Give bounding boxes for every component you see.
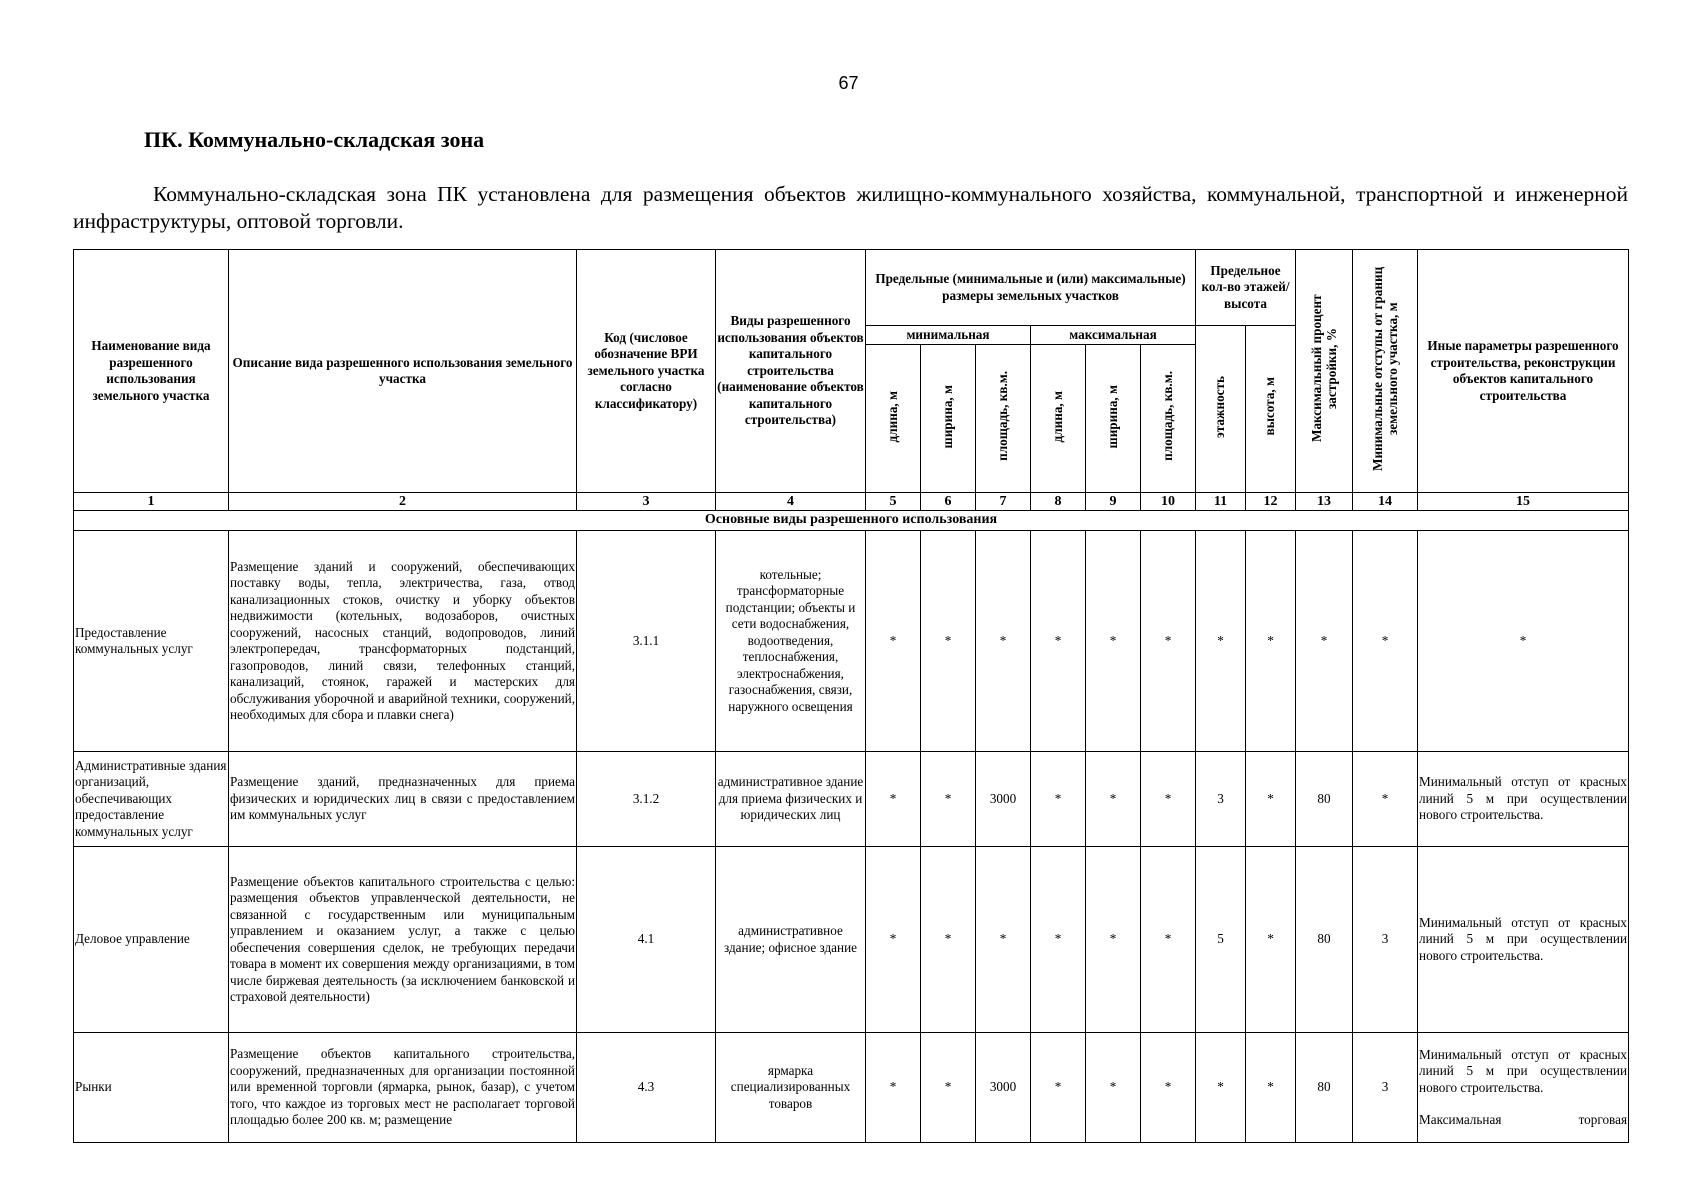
header-min-area: площадь, кв.м. [976,345,1031,493]
row-code: 3.1.2 [577,752,716,847]
header-description: Описание вида разрешенного использования земельного участка [229,250,577,493]
row-other [1418,1033,1629,1143]
row-value: * [1141,531,1196,752]
row-value: * [1246,1033,1296,1143]
header-min-width: ширина, м [921,345,976,493]
row-value: 80 [1296,847,1353,1033]
column-number: 13 [1296,493,1353,511]
row-description: Размещение объектов капитального строительства с целью: размещения объектов управленческой деятельности, не связанной с государственным или муниципальным управлением и оказанием услуг, а также с целью обеспечения совершения сделок, не требующих передачи товара в момент их совершения между организациями, в том числе биржевая деятельность (за исключением банковской и страховой деятельности) [229,847,577,1033]
row-value: * [921,531,976,752]
row-name: Рынки [74,1033,229,1143]
row-value: 3000 [976,1033,1031,1143]
row-value: * [866,531,921,752]
row-description: Размещение зданий, предназначенных для приема физических и юридических лиц в связи с предоставлением им коммунальных услуг [229,752,577,847]
column-number: 9 [1086,493,1141,511]
row-value: * [1031,752,1086,847]
row-name: Деловое управление [74,847,229,1033]
row-value: * [1086,752,1141,847]
page-number: 67 [838,73,859,93]
column-number: 10 [1141,493,1196,511]
row-name: Административные здания организаций, обеспечивающих предоставление коммунальных услуг [74,752,229,847]
row-name: Предоставление коммунальных услуг [74,531,229,752]
row-value: * [1086,1033,1141,1143]
row-value: 3 [1353,1033,1418,1143]
column-number: 11 [1196,493,1246,511]
header-max-length: длина, м [1031,345,1086,493]
row-value: * [1086,531,1141,752]
header-min-setback: Минимальные отступы от границ земельного участка, м [1353,250,1418,493]
header-minimal: минимальная [866,326,1031,345]
intro-paragraph: Коммунально-складская зона ПК установлена для размещения объектов жилищно-коммунального хозяйства, коммунальной, транспортной и инженерной инфраструктуры, оптовой торговли. [73,182,1628,233]
regulations-table [73,249,1629,1143]
column-number: 8 [1031,493,1086,511]
header-objects: Виды разрешенного использования объектов капитального строительства (наименование объектов капитального строительства) [716,250,866,493]
row-value: 3 [1196,752,1246,847]
row-value: * [1141,847,1196,1033]
column-number: 2 [229,493,577,511]
row-objects: ярмарка специализированных товаров [716,1033,866,1143]
row-value: * [1031,1033,1086,1143]
row-other-extra: Максимальная торговая [1419,1112,1628,1127]
header-floors: этажность [1196,326,1246,493]
header-code: Код (числовое обозначение ВРИ земельного участка согласно классификатору) [577,250,716,493]
table-row [74,752,1629,847]
row-value: * [976,531,1031,752]
row-other: Минимальный отступ от красных линий 5 м при осуществлении нового строительства. [1418,752,1629,847]
row-value: 80 [1296,1033,1353,1143]
row-value: * [921,1033,976,1143]
row-value: * [1246,752,1296,847]
row-other-text: Минимальный отступ от красных линий 5 м при осуществлении нового строительства. [1419,1046,1628,1095]
column-number: 14 [1353,493,1418,511]
row-value: * [1031,531,1086,752]
row-value: * [1086,847,1141,1033]
row-value: * [921,752,976,847]
column-number: 12 [1246,493,1296,511]
row-value: * [866,847,921,1033]
row-value: * [1246,847,1296,1033]
header-max-width: ширина, м [1086,345,1141,493]
header-maximal: максимальная [1031,326,1196,345]
row-other: * [1418,531,1629,752]
row-value: 5 [1196,847,1246,1033]
row-objects: административное здание; офисное здание [716,847,866,1033]
column-number: 1 [74,493,229,511]
row-value: * [1141,752,1196,847]
row-value: * [1031,847,1086,1033]
column-number: 6 [921,493,976,511]
table-row [74,847,1629,1033]
row-objects: административное здание для приема физических и юридических лиц [716,752,866,847]
row-code: 4.3 [577,1033,716,1143]
header-name: Наименование вида разрешенного использования земельного участка [74,250,229,493]
row-value: 3000 [976,752,1031,847]
row-code: 4.1 [577,847,716,1033]
row-value: * [1196,1033,1246,1143]
header-min-length: длина, м [866,345,921,493]
header-height: высота, м [1246,326,1296,493]
row-value: * [1353,752,1418,847]
table-row [74,531,1629,752]
column-number: 4 [716,493,866,511]
row-value: * [1353,531,1418,752]
row-description: Размещение зданий и сооружений, обеспечивающих поставку воды, тепла, электричества, газа, отвод канализационных стоков, очистку и уборку объектов недвижимости (котельных, водозаборов, очистных сооружений, насосных станций, водопроводов, линий электропередач, трансформаторных подстанций, газопроводов, линий связи, телефонных станций, канализаций, стоянок, гаражей и мастерских для обслуживания уборочной и аварийной техники, сооружений, необходимых для сбора и плавки снега) [229,531,577,752]
row-value: 3 [1353,847,1418,1033]
row-objects: котельные; трансформаторные подстанции; объекты и сети водоснабжения, водоотведения, теплоснабжения, электроснабжения, газоснабжения, связи, наружного освещения [716,531,866,752]
row-value: * [976,847,1031,1033]
row-value: * [866,752,921,847]
row-value: * [866,1033,921,1143]
row-value: * [1196,531,1246,752]
header-limits: Предельные (минимальные и (или) максимальные) размеры земельных участков [866,250,1196,326]
row-value: * [1141,1033,1196,1143]
zone-title: ПК. Коммунально-складская зона [144,127,485,152]
row-code: 3.1.1 [577,531,716,752]
row-value: * [921,847,976,1033]
section-row [74,511,1629,531]
column-number: 15 [1418,493,1629,511]
column-number: 7 [976,493,1031,511]
row-value: 80 [1296,752,1353,847]
row-value: * [1246,531,1296,752]
column-number: 3 [577,493,716,511]
table-row [74,1033,1629,1143]
column-number: 5 [866,493,921,511]
row-description: Размещение объектов капитального строительства, сооружений, предназначенных для организации постоянной или временной торговли (ярмарка, рынок, базар), с учетом того, что каждое из торговых мест не располагает торговой площадью более 200 кв. м; размещение [229,1033,577,1143]
section-title: Основные виды разрешенного использования [74,511,1629,531]
header-other: Иные параметры разрешенного строительства, реконструкции объектов капитального строительства [1418,250,1629,493]
header-max-coverage: Максимальный процент застройки, % [1296,250,1353,493]
row-other: Минимальный отступ от красных линий 5 м при осуществлении нового строительства. [1418,847,1629,1033]
row-value: * [1296,531,1353,752]
header-max-area: площадь, кв.м. [1141,345,1196,493]
header-floors-block: Предельное кол-во этажей/ высота [1196,250,1296,326]
column-numbers-row [74,493,1629,511]
